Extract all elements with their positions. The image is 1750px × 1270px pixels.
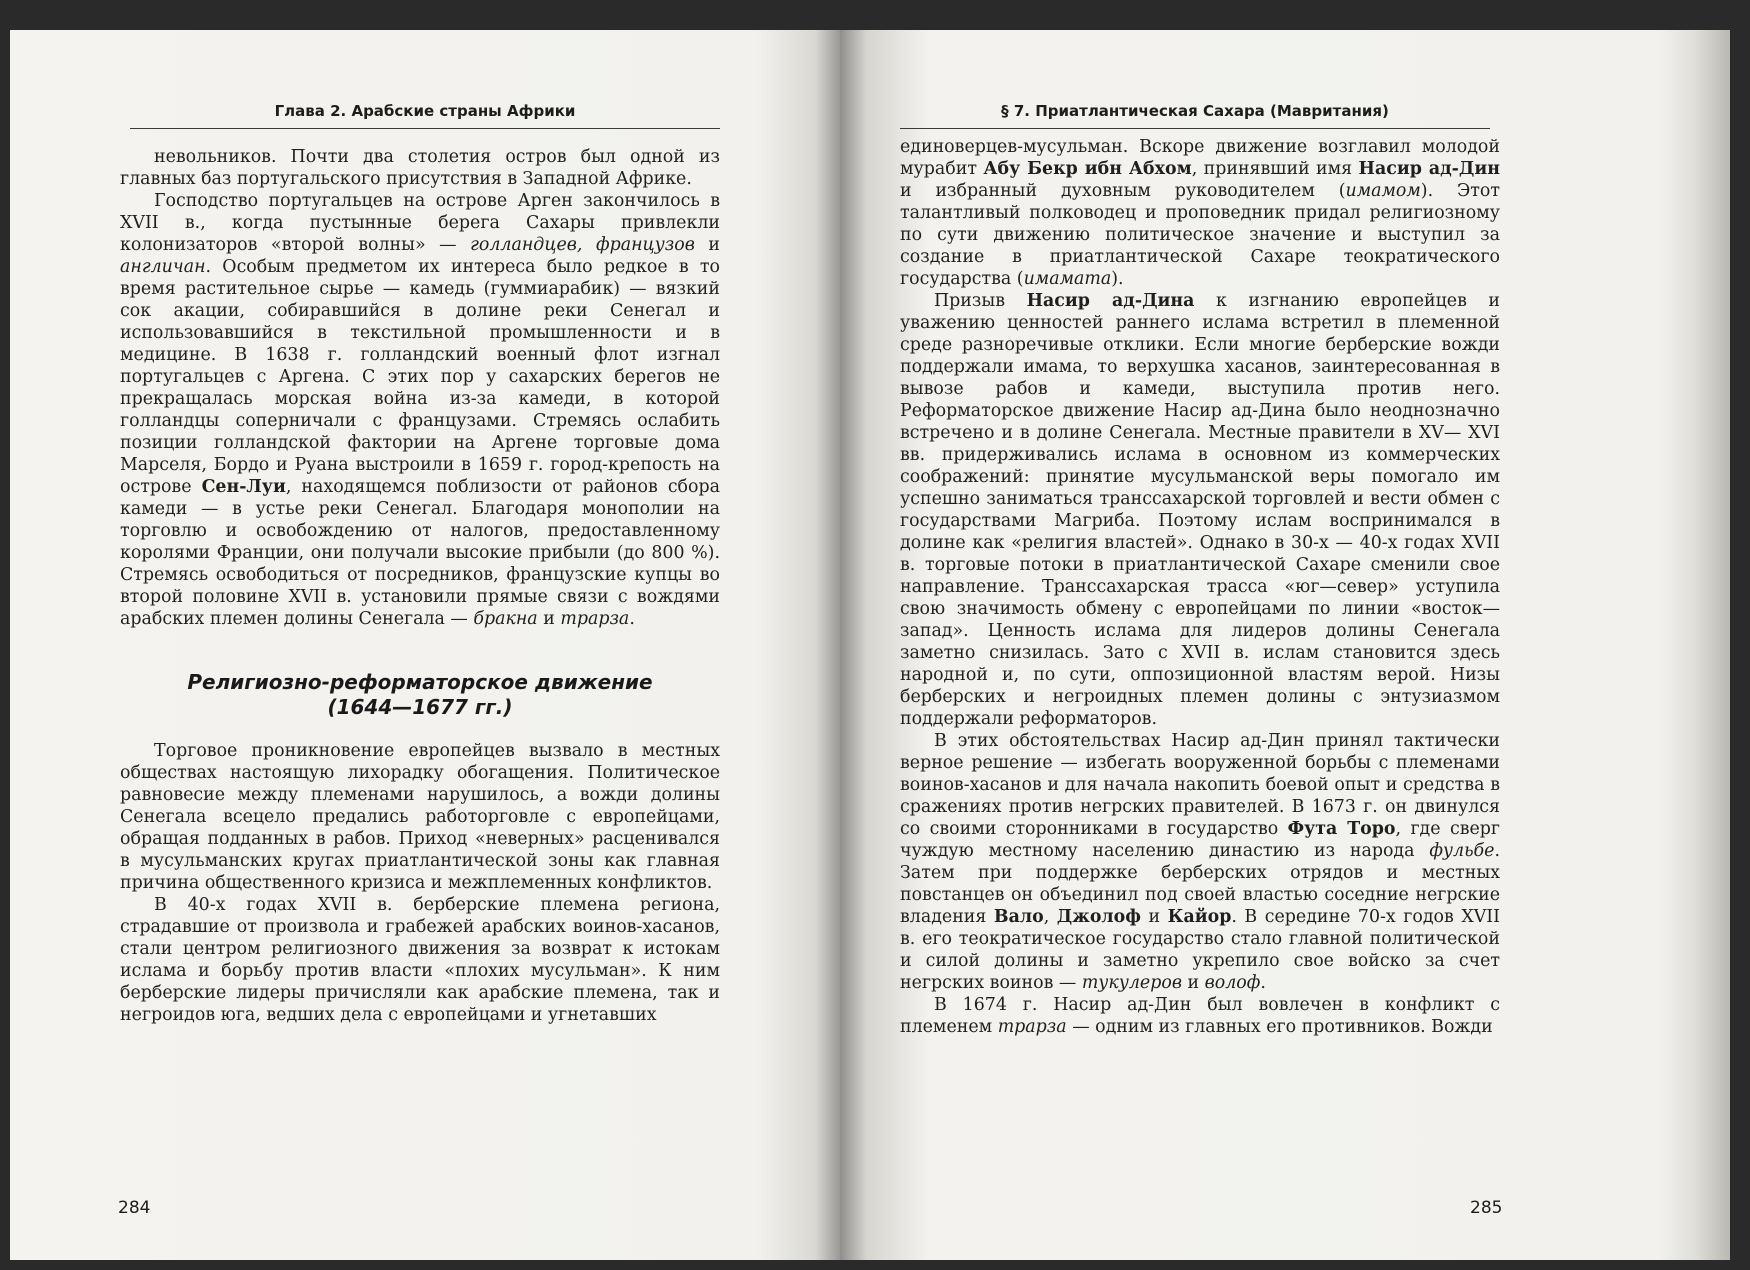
bold-term: Сен-Луи [201,477,286,497]
left-page-number: 284 [118,1198,151,1218]
text-run: и [1140,907,1168,927]
subheading-title: Религиозно-реформаторское движение [187,670,653,694]
right-body-text [900,136,1500,1038]
section-subheading [120,670,720,720]
text-run: ). Этот талантливый полководец и проповедник придал религиозному по сути движению политическое значение и выступил за создание в приатлантической Сахаре теократического государства ( [900,181,1500,289]
text-run: , где сверг чуждую местному населению династию из народа [900,819,1501,861]
italic-term: имамата [1023,269,1112,289]
text-run: Господство португальцев на острове Арген закончилось в XVII в., когда пустынные берега Сахары привлекли колонизаторов «второй волны» — [120,191,720,255]
text-run: невольников. Почти два столетия остров был одной из главных баз португальского присутствия в Западной Африке. [120,147,720,189]
text-run: и [1181,973,1205,993]
left-header-rule [130,128,720,129]
text-run: В этих обстоятельствах Насир ад-Дин принял тактически верное решение — избегать вооруженной борьбы с племенами воинов-хасанов и для начала накопить боевой опыт и средства в сражениях против негрских правителей. В 1673 г. он двинулся со своими сторонниками в государство [900,731,1500,839]
text-run: и [537,609,561,629]
text-run: , [1043,907,1057,927]
paragraph [120,894,720,1026]
italic-term: трарза [997,1017,1067,1037]
paragraph [900,730,1500,994]
text-run: . Затем при поддержке берберских отрядов и местных повстанцев он объединил под своей властью соседние негрские владения [900,841,1500,927]
right-running-head: § 7. Приатлантическая Сахара (Мавритания) [1001,102,1389,120]
right-header-rule [900,128,1490,129]
italic-term: трарза [560,609,630,629]
paragraph [900,290,1500,730]
text-run: и избранный духовным руководителем ( [900,181,1346,201]
left-body-text-bottom [120,740,720,1026]
left-running-head: Глава 2. Арабские страны Африки [274,102,576,120]
text-run: В 1674 г. Насир ад-Дин был вовлечен в конфликт с племенем [900,995,1500,1037]
text-run: — одним из главных его противников. Вожди [1066,1017,1493,1037]
text-run: . [629,609,635,629]
bold-term: Насир ад-Дина [1026,291,1195,311]
text-run: В 40-х годах XVII в. берберские племена региона, страдавшие от произвола и грабежей арабских воинов-хасанов, стали центром религиозного движения за возврат к истокам ислама и борьбу против власти «плохих мусульман». К ним берберские лидеры причисляли как арабские племена, так и негроидов юга, ведших дела с европейцами и угнетавших [120,895,720,1025]
bold-term: Вало [993,907,1044,927]
text-run: Призыв [934,291,1027,311]
bold-term: Абу Бекр ибн Абхом [983,159,1192,179]
text-run: , принявший имя [1191,159,1359,179]
text-run: . [1260,973,1266,993]
text-run: к изгнанию европейцев и уважению ценностей раннего ислама встретил в племенной среде разноречивые отклики. Если многие берберские вожди поддержали имама, то верхушка хасанов, заинтересованная в вывозе рабов и камеди, выступила против него. Реформаторское движение Насир ад-Дина было неоднозначно встречено и в долине Сенегала. Местные правители в XV— XVI вв. придерживались ислама в основном из коммерческих соображений: принятие мусульманской веры помогало им успешно заниматься транссахарской торговлей и вести обмен с государствами Магриба. Поэтому ислам воспринимался в долине как «религия властей». Однако в 30-х — 40-х годах XVII в. торговые потоки в приатлантической Сахаре сменили свое направление. Транссахарская трасса «юг—север» уступила свою значимость обмену с европейцами по линии «восток—запад». Ценность ислама для лидеров долины Сенегала заметно снизилась. Зато с XVII в. ислам становится здесь народной и, по сути, оппозиционной властям верой. Низы берберских и негроидных племен долины с энтузиазмом поддержали реформаторов. [900,291,1500,729]
text-run: Торговое проникновение европейцев вызвало в местных обществах настоящую лихорадку обогащения. Политическое равновесие между племенами нарушилось, а вожди долины Сенегала всецело предались работорговле с европейцами, обращая подданных в рабов. Приход «неверных» расценивался в мусульманских кругах приатлантической зоны как главная причина общественного кризиса и межплеменных конфликтов. [120,741,720,893]
text-run: и [694,235,720,255]
paragraph [900,136,1500,290]
bold-term: Фута Торо [1287,819,1396,839]
left-page [10,30,840,1260]
paragraph [900,994,1500,1038]
paragraph [120,190,720,630]
paragraph [120,146,720,190]
text-run: , находящемся поблизости от районов сбора камеди — в устье реки Сенегал. Благодаря монополии на торговлю и освобождению от налогов, предоставленному королями Франции, они получали высокие прибыли (до 800 %). Стремясь освободиться от посредников, французские купцы во второй половине XVII в. установили прямые связи с вождями арабских племен долины Сенегала — [120,477,721,629]
right-page-number: 285 [1470,1198,1503,1218]
left-body-text-top [120,146,720,630]
book-spread [10,30,1730,1260]
italic-term: тукулеров [1081,973,1182,993]
text-run: ). [1111,269,1124,289]
right-page [840,30,1730,1260]
italic-term: голландцев, французов [470,235,695,255]
italic-term: бракна [473,609,538,629]
italic-term: фульбе [1429,841,1495,861]
text-run: . Особым предметом их интереса было редкое в то время растительное сырье — камедь (гуммиарабик) — вязкий сок акации, собиравшийся в долине реки Сенегал и использовавшийся в текстильной промышленности и в медицине. В 1638 г. голландский военный флот изгнал португальцев с Аргена. С этих пор у сахарских берегов не прекращалась морская война из-за камеди, в которой голландцы соперничали с французами. Стремясь ослабить позиции голландской фактории на Аргене торговые дома Марселя, Бордо и Руана выстроили в 1659 г. город-крепость на острове [120,257,720,497]
text-run: единоверцев-мусульман. Вскоре движение возглавил молодой мурабит [900,137,1500,179]
bold-term: Насир ад-Дин [1358,159,1500,179]
paragraph [120,740,720,894]
text-run: . В середине 70-х годов XVII в. его теократическое государство стало главной политической и силой долины и заметно укрепило свое войско за счет негрских воинов — [900,907,1500,993]
subheading-dates: (1644—1677 гг.) [327,695,513,719]
bold-term: Джолоф [1056,907,1141,927]
italic-term: имамом [1345,181,1421,201]
italic-term: волоф [1204,973,1261,993]
bold-term: Кайор [1167,907,1232,927]
italic-term: англичан [120,257,206,277]
